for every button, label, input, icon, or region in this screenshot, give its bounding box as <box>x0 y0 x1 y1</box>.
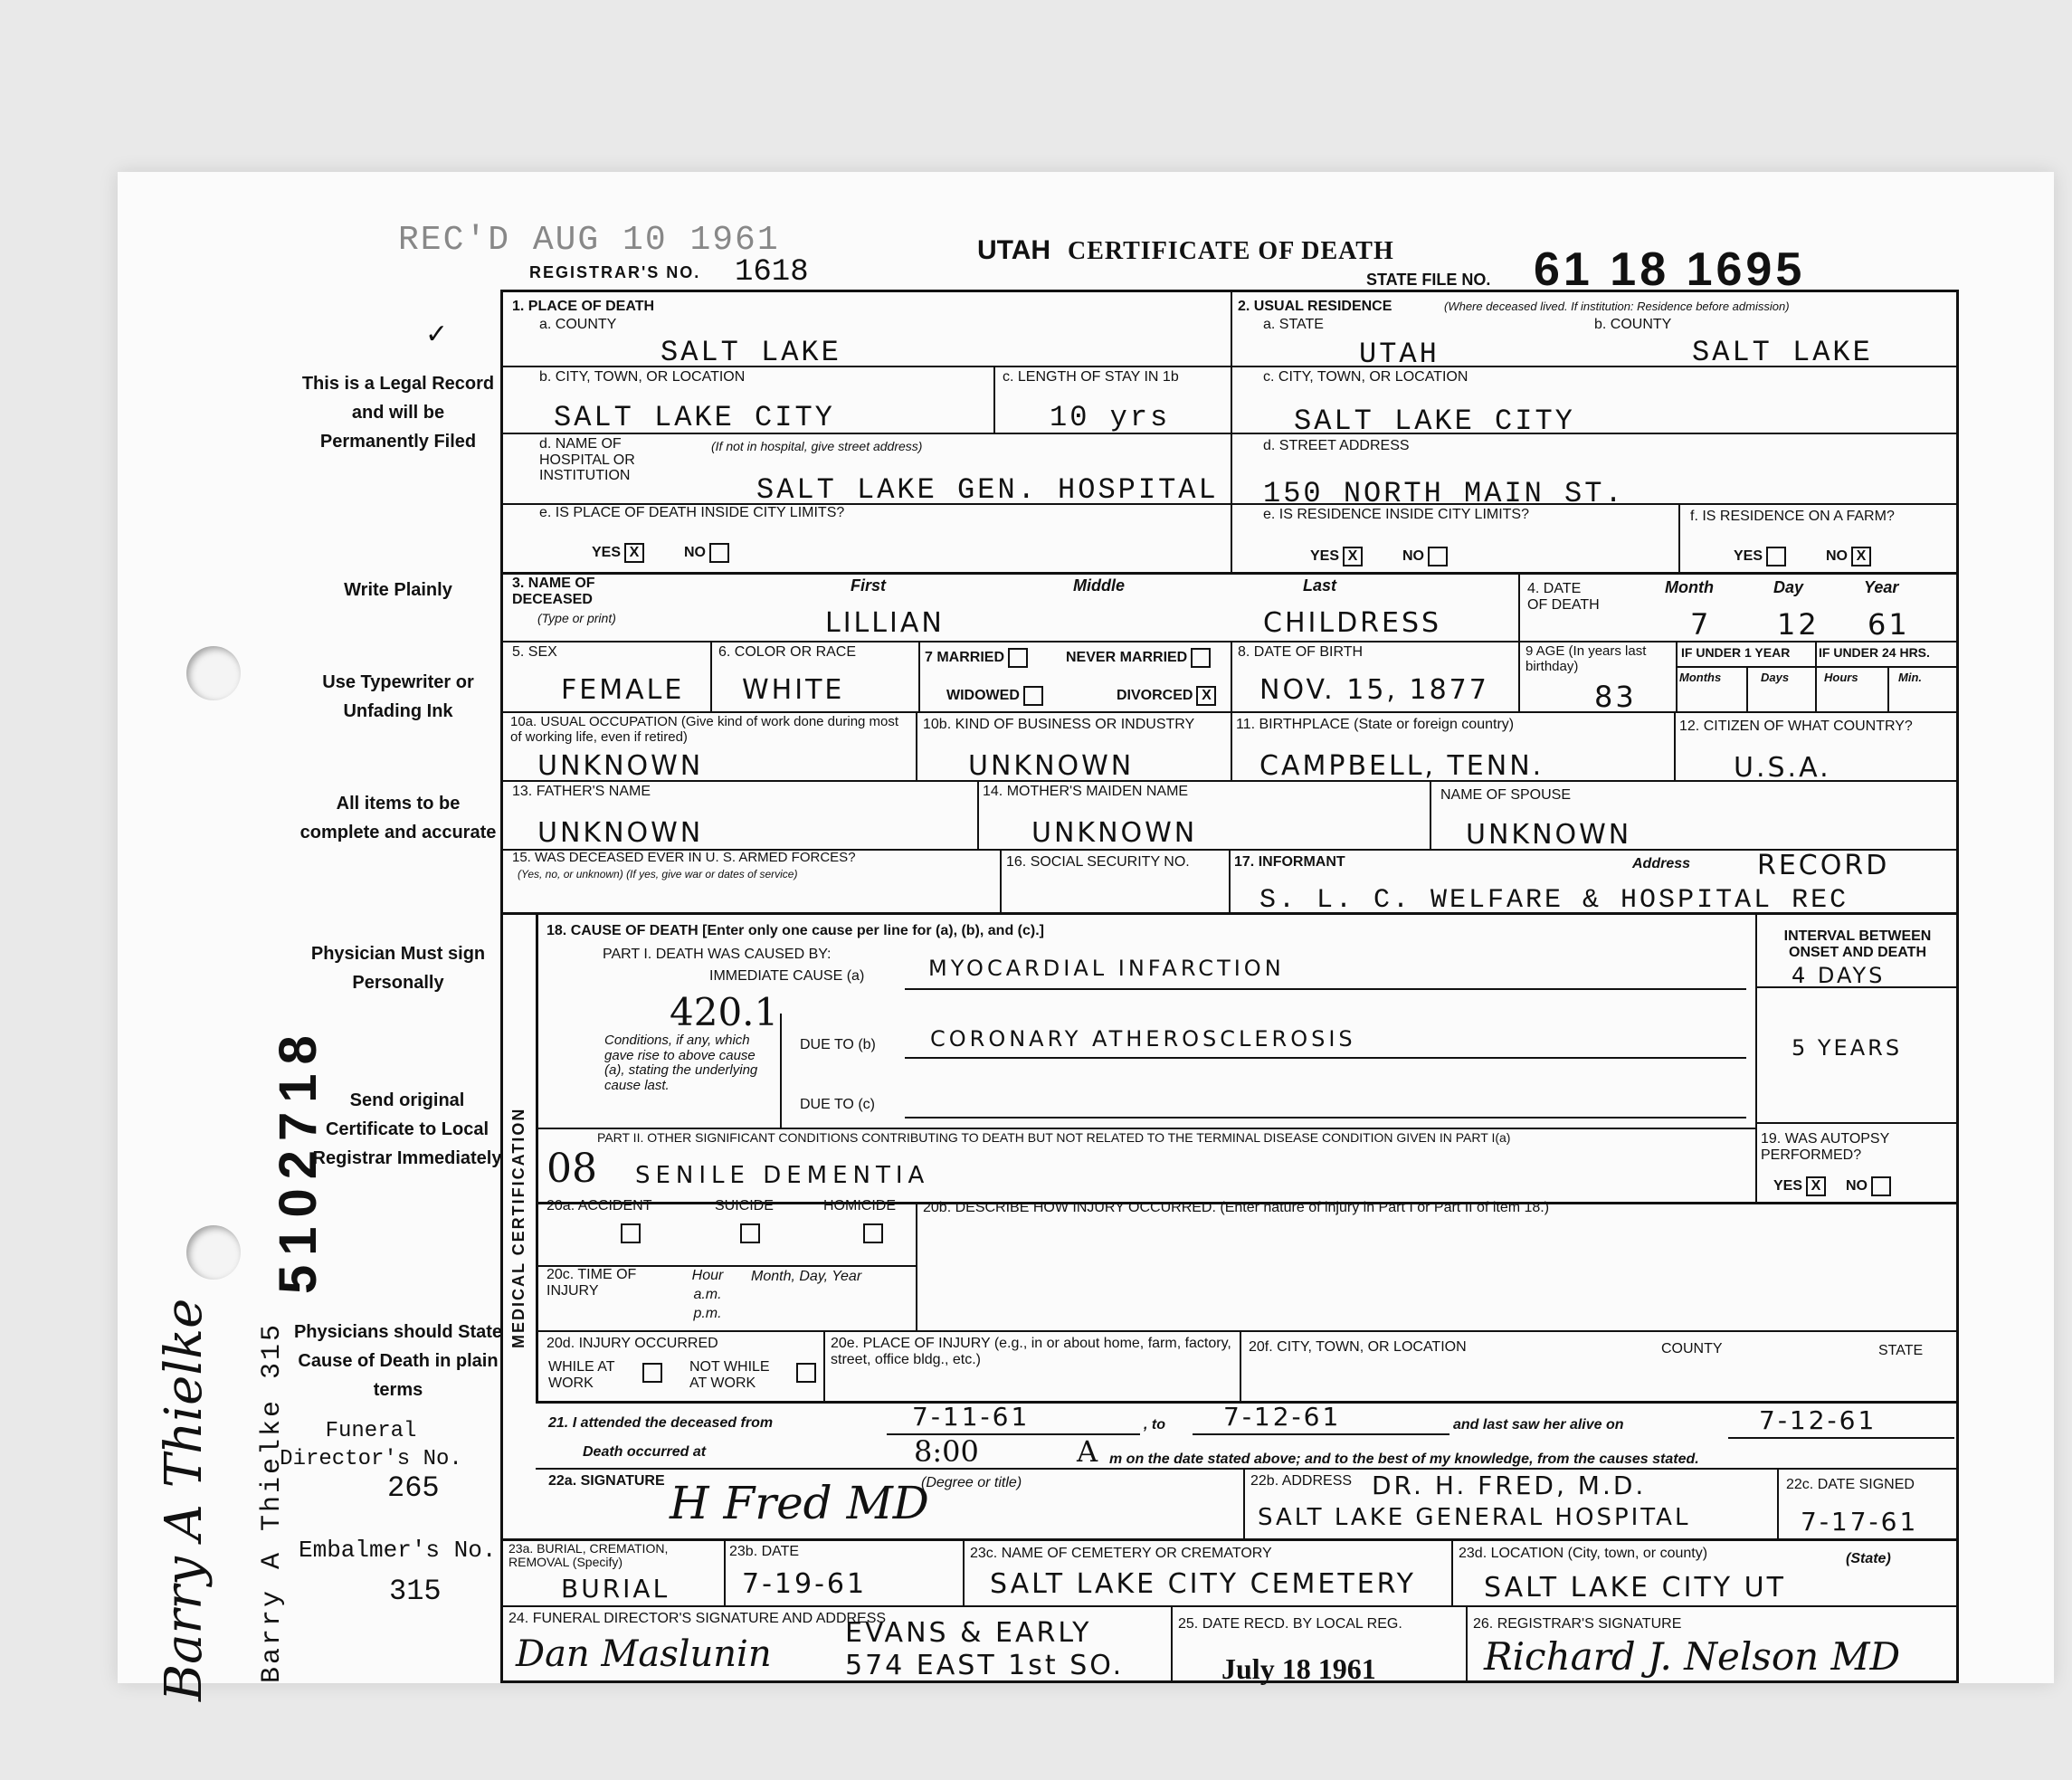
physician-address-line2: SALT LAKE GENERAL HOSPITAL <box>1258 1504 1691 1531</box>
armed-forces-label: 15. WAS DECEASED EVER IN U. S. ARMED FORCES? <box>512 850 856 865</box>
place-of-injury-label: 20e. PLACE OF INJURY (e.g., in or about home, farm, factory, street, office bldg., etc.) <box>831 1336 1231 1367</box>
autopsy-no[interactable]: NO <box>1846 1176 1891 1196</box>
not-at-work-checkbox[interactable] <box>793 1363 816 1383</box>
dob-label: 8. DATE OF BIRTH <box>1238 644 1364 660</box>
injury-occurred-label: 20d. INJURY OCCURRED <box>547 1336 718 1351</box>
hospital-note: (If not in hospital, give street address) <box>711 439 923 453</box>
am-mark: A <box>1077 1434 1098 1469</box>
father-label: 13. FATHER'S NAME <box>512 784 651 799</box>
embalmer-signature: Barry A Thielke <box>155 1298 214 1701</box>
street-address: 150 NORTH MAIN ST. <box>1263 477 1625 510</box>
business: UNKNOWN <box>968 750 1135 782</box>
res-inside-label: e. IS RESIDENCE INSIDE CITY LIMITS? <box>1263 507 1529 522</box>
birthplace: CAMPBELL, TENN. <box>1259 750 1544 782</box>
day-label: Day <box>1773 578 1804 596</box>
interval-a: 4 DAYS <box>1792 963 1886 988</box>
embalmer-no: 315 <box>389 1575 442 1608</box>
length-of-stay: 10 yrs <box>1050 401 1171 434</box>
director-name: EVANS & EARLY <box>845 1617 1092 1649</box>
death-city: SALT LAKE CITY <box>554 401 835 434</box>
accident-label: 20a. ACCIDENT <box>547 1198 652 1214</box>
date-signed-label: 22c. DATE SIGNED <box>1786 1477 1915 1492</box>
first-name: LILLIAN <box>825 607 945 639</box>
armed-forces-note: (Yes, no, or unknown) (If yes, give war or dates of service) <box>518 868 798 880</box>
registrar-signature-label: 26. REGISTRAR'S SIGNATURE <box>1473 1616 1682 1632</box>
cause-plain-note: Physicians should State Cause of Death in plain terms <box>293 1322 503 1400</box>
residence-note: (Where deceased lived. If institution: Residence before admission) <box>1444 300 1790 313</box>
stay-label: c. LENGTH OF STAY IN 1b <box>1003 369 1179 385</box>
write-plainly-note: Write Plainly <box>344 580 452 600</box>
state-file-no: 61 18 1695 <box>1534 243 1806 296</box>
res-state-label: a. STATE <box>1263 317 1324 332</box>
title-state: UTAH <box>977 235 1051 265</box>
death-year: 61 <box>1868 607 1910 642</box>
burial-location: SALT LAKE CITY UT <box>1484 1572 1786 1604</box>
time-of-injury-label: 20c. TIME OF INJURY <box>547 1267 637 1299</box>
suicide-checkbox[interactable] <box>737 1223 760 1243</box>
sex-label: 5. SEX <box>512 644 557 660</box>
never-married-option[interactable]: NEVER MARRIED <box>1066 648 1211 668</box>
birthplace-label: 11. BIRTHPLACE (State or foreign country) <box>1236 717 1515 732</box>
married-option[interactable]: 7 MARRIED <box>925 648 1028 668</box>
last-label: Last <box>1303 576 1337 595</box>
attended-label: 21. I attended the deceased from <box>548 1415 774 1431</box>
form-frame <box>500 290 1959 1683</box>
hospital-label: d. NAME OF HOSPITAL OR INSTITUTION <box>539 436 635 484</box>
last-saw: 7-12-61 <box>1759 1405 1877 1435</box>
degree-label: (Degree or title) <box>921 1475 1022 1490</box>
deceased-name-label: 3. NAME OF DECEASED <box>512 576 595 607</box>
res-inside-yes[interactable]: YES X <box>1310 547 1363 566</box>
part2-label: PART II. OTHER SIGNIFICANT CONDITIONS CONTRIBUTING TO DEATH BUT NOT RELATED TO THE TERMINAL DISEASE CONDITION GIVEN IN PART I(a) <box>597 1130 1511 1145</box>
occupation-label: 10a. USUAL OCCUPATION (Give kind of work done during most of working life, even if retired) <box>510 714 899 745</box>
punch-hole <box>186 1225 241 1280</box>
place-of-death-label: 1. PLACE OF DEATH <box>512 299 655 314</box>
death-inside-yes[interactable]: YES X <box>592 543 644 563</box>
res-city-label: c. CITY, TOWN, OR LOCATION <box>1263 369 1468 385</box>
first-label: First <box>851 576 887 595</box>
not-at-work-label: NOT WHILE AT WORK <box>689 1359 770 1391</box>
while-at-work-label: WHILE AT WORK <box>548 1359 615 1391</box>
father-name: UNKNOWN <box>537 817 704 849</box>
vertical-file-number: 5102718 <box>269 1026 328 1294</box>
cause-of-death-label: 18. CAUSE OF DEATH [Enter only one cause per line for (a), (b), and (c).] <box>547 923 1044 938</box>
location-label: 23d. LOCATION (City, town, or county) <box>1459 1546 1708 1561</box>
due-to-b-label: DUE TO (b) <box>800 1037 876 1052</box>
farm-yes[interactable]: YES <box>1734 547 1786 566</box>
occupation: UNKNOWN <box>537 750 704 782</box>
spouse-name: UNKNOWN <box>1466 819 1632 851</box>
cemetery-label: 23c. NAME OF CEMETERY OR CREMATORY <box>970 1546 1272 1561</box>
res-county: SALT LAKE <box>1692 336 1873 369</box>
received-stamp: REC'D AUG 10 1961 <box>398 221 780 260</box>
informant-address: RECORD <box>1757 850 1890 881</box>
address-label: 22b. ADDRESS <box>1250 1473 1353 1489</box>
registrar-signature: Richard J. Nelson MD <box>1484 1634 1901 1679</box>
embalmer-label: Embalmer's No. <box>299 1537 497 1564</box>
check-mark: ✓ <box>425 319 449 349</box>
ssn-label: 16. SOCIAL SECURITY NO. <box>1006 854 1190 870</box>
min-label: Min. <box>1898 671 1922 684</box>
middle-label: Middle <box>1073 576 1125 595</box>
registrar-no: 1618 <box>735 255 809 290</box>
city-label: b. CITY, TOWN, OR LOCATION <box>539 369 746 385</box>
immediate-cause-label: IMMEDIATE CAUSE (a) <box>709 968 865 984</box>
hour-label: Hour a.m. p.m. <box>691 1268 724 1321</box>
funeral-director-no: 265 <box>387 1471 440 1505</box>
due-to-c-label: DUE TO (c) <box>800 1097 875 1112</box>
attended-from: 7-11-61 <box>912 1402 1031 1432</box>
autopsy-label: 19. WAS AUTOPSY PERFORMED? <box>1761 1131 1889 1163</box>
injury-city-label: 20f. CITY, TOWN, OR LOCATION <box>1249 1339 1467 1355</box>
type-note: (Type or print) <box>537 611 616 625</box>
cause-code: 420.1 <box>670 990 779 1034</box>
citizen-label: 12. CITIZEN OF WHAT COUNTRY? <box>1679 719 1913 734</box>
attended-to: 7-12-61 <box>1223 1402 1342 1432</box>
death-month: 7 <box>1690 607 1712 642</box>
informant-address-label: Address <box>1632 856 1691 871</box>
physician-signature: H Fred MD <box>670 1477 929 1529</box>
last-saw-label: and last saw her alive on <box>1453 1417 1624 1433</box>
spouse-label: NAME OF SPOUSE <box>1440 787 1572 803</box>
legal-record-note: This is a Legal Record and will be Permanently Filed <box>301 374 495 452</box>
signature-label: 22a. SIGNATURE <box>548 1473 665 1489</box>
res-inside-no[interactable]: NO <box>1402 547 1448 566</box>
county-label: a. COUNTY <box>539 317 617 332</box>
divorced-option[interactable]: DIVORCED X <box>1117 686 1216 706</box>
part2-code: 08 <box>547 1146 597 1192</box>
part1-label: PART I. DEATH WAS CAUSED BY: <box>603 947 832 962</box>
inside-limits-label: e. IS PLACE OF DEATH INSIDE CITY LIMITS? <box>539 505 845 520</box>
last-name: CHILDRESS <box>1263 607 1442 639</box>
res-city: SALT LAKE CITY <box>1294 405 1575 438</box>
homicide-checkbox[interactable] <box>860 1223 883 1243</box>
date-of-death-label: 4. DATE OF DEATH <box>1527 581 1600 613</box>
typewriter-note: Use Typewriter or Unfading Ink <box>322 672 474 721</box>
director-address: 574 EAST 1st SO. <box>845 1650 1125 1681</box>
director-signature: Dan Maslunin <box>516 1633 772 1675</box>
embalmer-name: Barry A Thielke 315 <box>257 1321 288 1683</box>
business-label: 10b. KIND OF BUSINESS OR INDUSTRY <box>923 717 1195 732</box>
suicide-label: SUICIDE <box>715 1198 774 1214</box>
state-file-label: STATE FILE NO. <box>1366 271 1491 289</box>
year-label: Year <box>1864 578 1899 596</box>
physician-address-line1: DR. H. FRED, M.D. <box>1372 1471 1647 1500</box>
cemetery-name: SALT LAKE CITY CEMETERY <box>990 1568 1416 1600</box>
hospital-name: SALT LAKE GEN. HOSPITAL <box>756 473 1219 507</box>
hours-label: Hours <box>1824 671 1858 684</box>
conditions-label: Conditions, if any, which gave rise to above cause (a), stating the underlying cause last. <box>604 1033 758 1093</box>
while-at-work-checkbox[interactable] <box>639 1363 662 1383</box>
certificate-title: CERTIFICATE OF DEATH <box>1068 237 1394 265</box>
days-label: Days <box>1761 671 1790 684</box>
medical-certification-label: MEDICAL CERTIFICATION <box>509 1107 528 1348</box>
under-1-year-label: IF UNDER 1 YEAR <box>1681 645 1791 660</box>
to-label: , to <box>1144 1417 1165 1433</box>
sex: FEMALE <box>561 674 685 706</box>
residence-label: 2. USUAL RESIDENCE <box>1238 299 1392 314</box>
location-state-label: (State) <box>1846 1551 1891 1566</box>
cause-a: MYOCARDIAL INFARCTION <box>928 956 1285 981</box>
burial-date-label: 23b. DATE <box>729 1544 800 1559</box>
date-of-birth: NOV. 15, 1877 <box>1259 674 1489 706</box>
death-inside-no[interactable]: NO <box>684 543 729 563</box>
race-label: 6. COLOR OR RACE <box>718 644 857 660</box>
interval-label: INTERVAL BETWEEN ONSET AND DEATH <box>1783 928 1932 960</box>
month-label: Month <box>1665 578 1714 596</box>
homicide-label: HOMICIDE <box>823 1198 896 1214</box>
accident-checkbox[interactable] <box>617 1223 641 1243</box>
registrar-no-label: REGISTRAR'S NO. <box>529 263 701 281</box>
punch-hole <box>186 646 241 700</box>
informant: S. L. C. WELFARE & HOSPITAL REC <box>1259 885 1849 916</box>
widowed-option[interactable]: WIDOWED <box>946 686 1043 706</box>
part2-condition: SENILE DEMENTIA <box>635 1162 930 1189</box>
race: WHITE <box>742 674 845 706</box>
citizen: U.S.A. <box>1734 752 1831 784</box>
funeral-director-label: Funeral Director's No. <box>280 1419 462 1472</box>
date-signed: 7-17-61 <box>1801 1507 1919 1537</box>
occurred-label: Death occurred at <box>583 1444 707 1460</box>
under-24-label: IF UNDER 24 HRS. <box>1819 645 1930 660</box>
physician-sign-note: Physician Must sign Personally <box>310 944 486 993</box>
recd-date: July 18 1961 <box>1221 1652 1376 1685</box>
recd-label: 25. DATE RECD. BY LOCAL REG. <box>1178 1616 1402 1632</box>
send-original-note: Send original Certificate to Local Registrar Immediately <box>312 1090 502 1168</box>
burial-label: 23a. BURIAL, CREMATION, REMOVAL (Specify) <box>508 1541 669 1570</box>
age-label: 9 AGE (In years last birthday) <box>1525 643 1647 674</box>
injury-state-label: STATE <box>1878 1343 1924 1358</box>
occurred-time: 8:00 <box>914 1434 979 1469</box>
mother-label: 14. MOTHER'S MAIDEN NAME <box>983 784 1189 799</box>
farm-no[interactable]: NO X <box>1826 547 1871 566</box>
interval-b: 5 YEARS <box>1792 1035 1903 1061</box>
burial-date: 7-19-61 <box>742 1568 868 1600</box>
death-county: SALT LAKE <box>661 336 841 369</box>
mdy-label: Month, Day, Year <box>751 1269 862 1284</box>
cause-b: CORONARY ATHEROSCLEROSIS <box>930 1026 1356 1052</box>
informant-label: 17. INFORMANT <box>1234 854 1345 870</box>
complete-note: All items to be complete and accurate <box>299 794 497 842</box>
burial-type: BURIAL <box>561 1574 670 1604</box>
mother-name: UNKNOWN <box>1031 817 1198 849</box>
director-label: 24. FUNERAL DIRECTOR'S SIGNATURE AND ADDRESS <box>508 1611 887 1626</box>
res-county-label: b. COUNTY <box>1594 317 1672 332</box>
autopsy-yes[interactable]: YES X <box>1773 1176 1826 1196</box>
months-label: Months <box>1679 671 1722 684</box>
farm-label: f. IS RESIDENCE ON A FARM? <box>1690 509 1895 524</box>
injury-county-label: COUNTY <box>1661 1341 1723 1356</box>
occurred-tail: m on the date stated above; and to the best of my knowledge, from the causes stated. <box>1109 1452 1699 1467</box>
age: 83 <box>1594 680 1637 714</box>
death-day: 12 <box>1777 607 1820 642</box>
injury-how-label: 20b. DESCRIBE HOW INJURY OCCURRED. (Enter nature of injury in Part I or Part II of item 18.) <box>923 1200 1550 1215</box>
street-label: d. STREET ADDRESS <box>1263 438 1410 453</box>
res-state: UTAH <box>1359 338 1440 371</box>
